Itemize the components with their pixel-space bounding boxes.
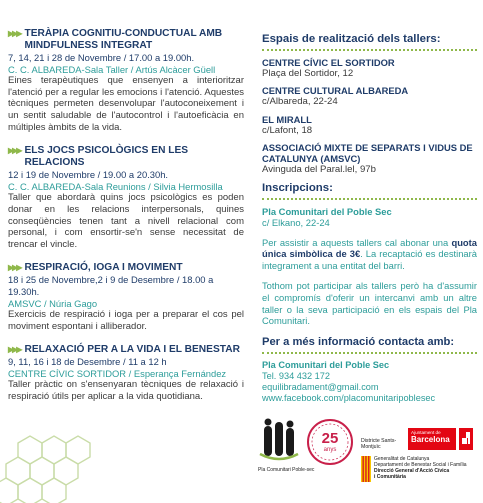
triple-chevron-icon: ▶▶▶ <box>8 345 21 355</box>
contact-phone[interactable]: Tel. 934 432 172 <box>262 370 330 381</box>
barcelona-label: Barcelona <box>411 435 450 444</box>
sponsor-logos <box>258 410 480 498</box>
workshop-3 <box>8 262 244 332</box>
workshop-title <box>8 145 244 169</box>
barcelona-prefix: Ajuntament de <box>411 430 441 435</box>
workshop-place: C. C. ALBAREDA-Sala Reunions / Silvia Hermosilla <box>8 180 223 192</box>
workshop-1 <box>8 28 244 133</box>
barcelona-shield-icon <box>459 428 473 450</box>
generalitat-block <box>361 456 479 482</box>
pla-comunitari-logo <box>258 418 315 474</box>
badge-sub: anys <box>323 447 337 453</box>
generalitat-line-1: Generalitat de Catalunya <box>374 456 430 462</box>
venue-address: Avinguda del Paral.lel, 97b <box>262 164 376 176</box>
venue-name: EL MIRALL <box>262 113 312 125</box>
inscriptions-heading: Inscripcions: <box>262 181 333 194</box>
barcelona-logo <box>408 428 456 450</box>
fee-paragraph <box>262 237 477 272</box>
workshop-description: Taller pràctic on s'ensenyaran tècniques de relaxació i respiració útils per aplicar a la vida quotidiana. <box>8 379 244 403</box>
workshop-title-text: ELS JOCS PSICOLÒGICS EN LES RELACIONS <box>24 145 189 169</box>
dotted-divider <box>262 49 477 51</box>
info-column <box>262 33 477 405</box>
inscriptions-org-address: c/ Elkano, 22-24 <box>262 216 330 228</box>
venues-heading: Espais de realització dels tallers: <box>262 33 441 45</box>
inscriptions-org-name: Pla Comunitari del Poble Sec <box>262 205 392 217</box>
venue-address: c/Albareda, 22-24 <box>262 96 338 108</box>
badge-number: 25 <box>321 430 339 447</box>
hexagon-pattern-decoration <box>0 433 110 503</box>
workshop-2 <box>8 145 244 250</box>
workshop-4 <box>8 344 244 402</box>
generalitat-line-4: i Comunitària <box>374 474 406 480</box>
contact-email[interactable]: equilibradament@gmail.com <box>262 382 379 393</box>
generalitat-text <box>374 456 467 480</box>
workshop-date: 7, 14, 21 i 28 de Novembre / 17.00 a 19.00h. <box>8 52 195 63</box>
triple-chevron-icon: ▶▶▶ <box>8 29 21 38</box>
venue-name: ASSOCIACIÓ MIXTE DE SEPARATS I VIDUS DE CATALUNYA (AMSVC) <box>262 142 473 165</box>
workshop-place: C. C. ALBAREDA-Sala Taller / Artús Alcàcer Güell <box>8 63 216 75</box>
venue-item <box>262 57 477 79</box>
workshop-title <box>8 262 244 274</box>
contact-web[interactable]: www.facebook.com/placomunitaripoblesec <box>262 393 436 404</box>
workshop-date: 18 i 25 de Novembre,2 i 9 de Desembre / 18.00 a 19.30h. <box>8 274 214 297</box>
venue-name: CENTRE CÍVIC EL SORTIDOR <box>262 57 395 68</box>
fee-text-end: . La recaptació es destinarà integrament a una entitat del barri. <box>262 248 477 271</box>
anniversary-badge <box>306 418 354 466</box>
generalitat-line-3: Direcció General d'Acció Cívica <box>374 468 450 474</box>
venue-address: Plaça del Sortidor, 12 <box>262 68 354 79</box>
shield-icon <box>459 428 473 450</box>
workshop-place: AMSVC / Núria Gago <box>8 297 98 309</box>
venue-address: c/Lafont, 18 <box>262 124 313 136</box>
workshop-title <box>8 344 244 356</box>
districte-logo <box>361 438 405 450</box>
dotted-divider <box>262 198 477 200</box>
contact-heading: Per a més informació contacta amb: <box>262 335 455 348</box>
workshop-place: CENTRE CÍVIC SORTIDOR / Esperança Fernández <box>8 367 227 379</box>
fee-highlight: quota única simbòlica de 3€ <box>262 236 477 260</box>
venue-item <box>262 142 477 175</box>
venue-name: CENTRE CULTURAL ALBAREDA <box>262 85 409 97</box>
generalitat-logo <box>361 456 479 482</box>
fee-text: Per assistir a aquests tallers cal abonar una <box>262 236 452 248</box>
participation-paragraph: Tothom pot participar als tallers però ha d'assumir el compromís d'oferir un intercanvi amb un altre taller o la seva participació en els espais del Pla Comunitari. <box>262 280 477 327</box>
venue-item <box>262 114 477 136</box>
workshop-date: 12 i 19 de Novembre / 19.00 a 20.30h. <box>8 169 169 181</box>
triple-chevron-icon: ▶▶▶ <box>8 263 21 273</box>
people-icon <box>258 418 300 462</box>
districte-label: Districte Sants-Montjuïc <box>361 438 397 450</box>
senyera-icon <box>361 456 371 482</box>
workshops-column <box>8 28 244 415</box>
generalitat-line-2: Departament de Benestar Social i Família <box>374 462 467 468</box>
workshop-title <box>8 28 244 52</box>
triple-chevron-icon: ▶▶▶ <box>8 146 21 156</box>
workshop-date: 9, 11, 16 i 18 de Desembre / 11 a 12 h <box>8 356 167 368</box>
workshop-title-text: TERÀPIA COGNITIU-CONDUCTUAL AMB MINDFULNESS INTEGRAT <box>24 28 223 51</box>
venue-item <box>262 85 477 107</box>
workshop-description: Exercicis de respiració i ioga per a preparar el cos pel moviment espontani i alliberador. <box>8 309 244 332</box>
workshop-description: Taller que abordarà quins jocs psicològics es poden donar en les relacions interpersonals, quines conseqüències tenen tant a nivell relacional com personal, i com ensortir-se'n sense necessitat de trencar el vincle. <box>8 192 244 250</box>
pla-comunitari-label: Pla Comunitari Poble-sec <box>258 467 315 473</box>
contact-name: Pla Comunitari del Poble Sec <box>262 359 390 370</box>
dotted-divider <box>262 352 477 354</box>
workshop-description: Eines terapèutiques que ensenyen a interioritzar l'atenció per a regular les emocions i l'atenció. Aquestes tècniques permeten desenvolupar l'autoconeixement i un sentit saludable de l'autocontrol i l'autoeficàcia en múltiples àmbits de la vida. <box>8 75 244 133</box>
workshop-title-text: RESPIRACIÓ, IOGA I MOVIMENT <box>24 262 183 274</box>
workshop-title-text: RELAXACIÓ PER A LA VIDA I EL BENESTAR <box>24 344 240 356</box>
